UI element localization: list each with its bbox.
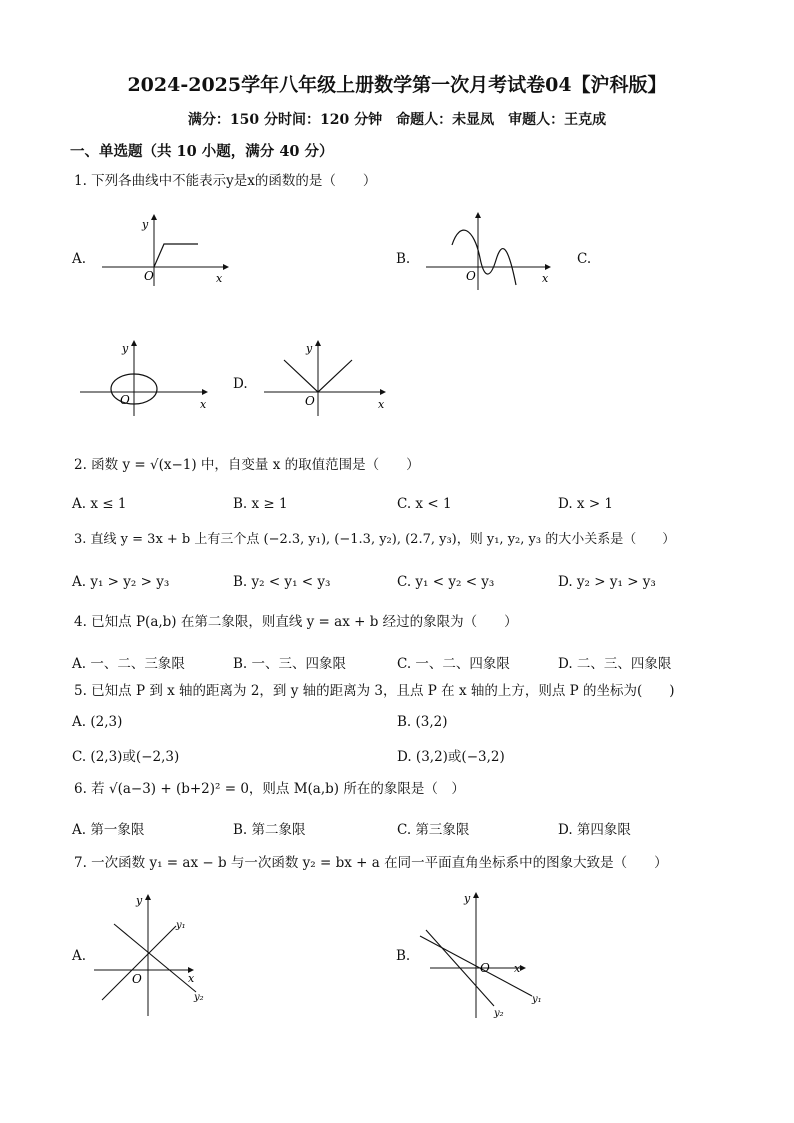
exam-info: 满分：150 分时间：120 分钟 命题人：未显凤 审题人：王克成 <box>187 112 607 128</box>
q2-option-d: D. x > 1 <box>558 496 614 512</box>
q6-option-a: A. 第一象限 <box>72 822 145 838</box>
x-axis-label: x <box>514 962 521 975</box>
q2-option-b: B. x ≥ 1 <box>233 496 288 512</box>
q6-stem: 6. 若 √(a−3) + (b+2)² = 0，则点 M(a,b) 所在的象限是（ ） <box>74 781 465 797</box>
q4-option-a: A. 一、二、三象限 <box>72 656 185 672</box>
q3-stem: 3. 直线 y = 3x + b 上有三个点 (−2.3, y₁), (−1.3, y₂), (2.7, y₃)，则 y₁, y₂, y₃ 的大小关系是（ ） <box>74 532 676 547</box>
q1-label-c: C. <box>577 251 592 267</box>
q2-option-a: A. x ≤ 1 <box>72 496 127 512</box>
q5-option-c: C. (2,3)或(−2,3) <box>72 749 180 765</box>
origin-label: O <box>305 394 315 408</box>
q4-stem: 4. 已知点 P(a,b) 在第二象限，则直线 y = ax + b 经过的象限为（ ） <box>74 614 518 630</box>
q2-stem: 2. 函数 y = √(x−1) 中，自变量 x 的取值范围是（ ） <box>74 457 420 473</box>
q6-option-b: B. 第二象限 <box>233 822 306 838</box>
q3-option-a: A. y₁ > y₂ > y₃ <box>72 574 170 590</box>
q4-option-c: C. 一、二、四象限 <box>397 656 510 672</box>
y-axis-label: y <box>142 218 149 231</box>
y-axis-label: y <box>122 342 129 355</box>
q5-stem: 5. 已知点 P 到 x 轴的距离为 2，到 y 轴的距离为 3，且点 P 在 x 轴的上方，则点 P 的坐标为( ) <box>74 683 675 699</box>
q1-stem: 1. 下列各曲线中不能表示y是x的函数的是（ ） <box>74 173 377 189</box>
x-axis-label: x <box>378 398 385 411</box>
y-axis-label: y <box>464 892 471 905</box>
q4-option-d: D. 二、三、四象限 <box>558 656 672 672</box>
q6-option-d: D. 第四象限 <box>558 822 631 838</box>
q1-label-a: A. <box>72 251 87 267</box>
q3-option-d: D. y₂ > y₁ > y₃ <box>558 574 656 590</box>
q4-option-b: B. 一、三、四象限 <box>233 656 347 672</box>
x-axis-label: x <box>200 398 207 411</box>
q7-graph-b <box>410 888 560 1020</box>
q1-label-d: D. <box>233 376 248 392</box>
origin-label: O <box>144 269 154 283</box>
q7-graph-a <box>90 890 220 1020</box>
y1-line-label: y₁ <box>532 994 542 1005</box>
q3-option-b: B. y₂ < y₁ < y₃ <box>233 574 331 590</box>
origin-label: O <box>480 961 490 975</box>
q5-option-a: A. (2,3) <box>72 714 123 730</box>
q7-stem: 7. 一次函数 y₁ = ax − b 与一次函数 y₂ = bx + a 在同一平面直角坐标系中的图象大致是（ ） <box>74 855 668 871</box>
q1-graph-a <box>96 210 236 290</box>
y-axis-label: y <box>136 894 143 907</box>
q1-graph-c <box>76 338 216 418</box>
section-heading: 一、单选题（共 10 小题，满分 40 分） <box>70 143 334 160</box>
q2-option-c: C. x < 1 <box>397 496 452 512</box>
y2-line-label: y₂ <box>194 992 204 1003</box>
page-title: 2024-2025学年八年级上册数学第一次月考试卷04【沪科版】 <box>127 74 667 96</box>
origin-label: O <box>466 269 476 283</box>
q1-label-b: B. <box>396 251 411 267</box>
y1-line-label: y₁ <box>176 920 186 931</box>
q5-option-d: D. (3,2)或(−3,2) <box>397 749 505 765</box>
y2-line-label: y₂ <box>494 1008 504 1019</box>
q3-option-c: C. y₁ < y₂ < y₃ <box>397 574 495 590</box>
q1-graph-b <box>420 210 560 295</box>
q7-label-a: A. <box>72 948 87 964</box>
x-axis-label: x <box>188 972 195 985</box>
x-axis-label: x <box>542 272 549 285</box>
q1-graph-d <box>258 338 398 418</box>
origin-label: O <box>120 393 130 407</box>
y-axis-label: y <box>306 342 313 355</box>
q6-option-c: C. 第三象限 <box>397 822 470 838</box>
x-axis-label: x <box>216 272 223 285</box>
origin-label: O <box>132 972 142 986</box>
q5-option-b: B. (3,2) <box>397 714 448 730</box>
q7-label-b: B. <box>396 948 411 964</box>
